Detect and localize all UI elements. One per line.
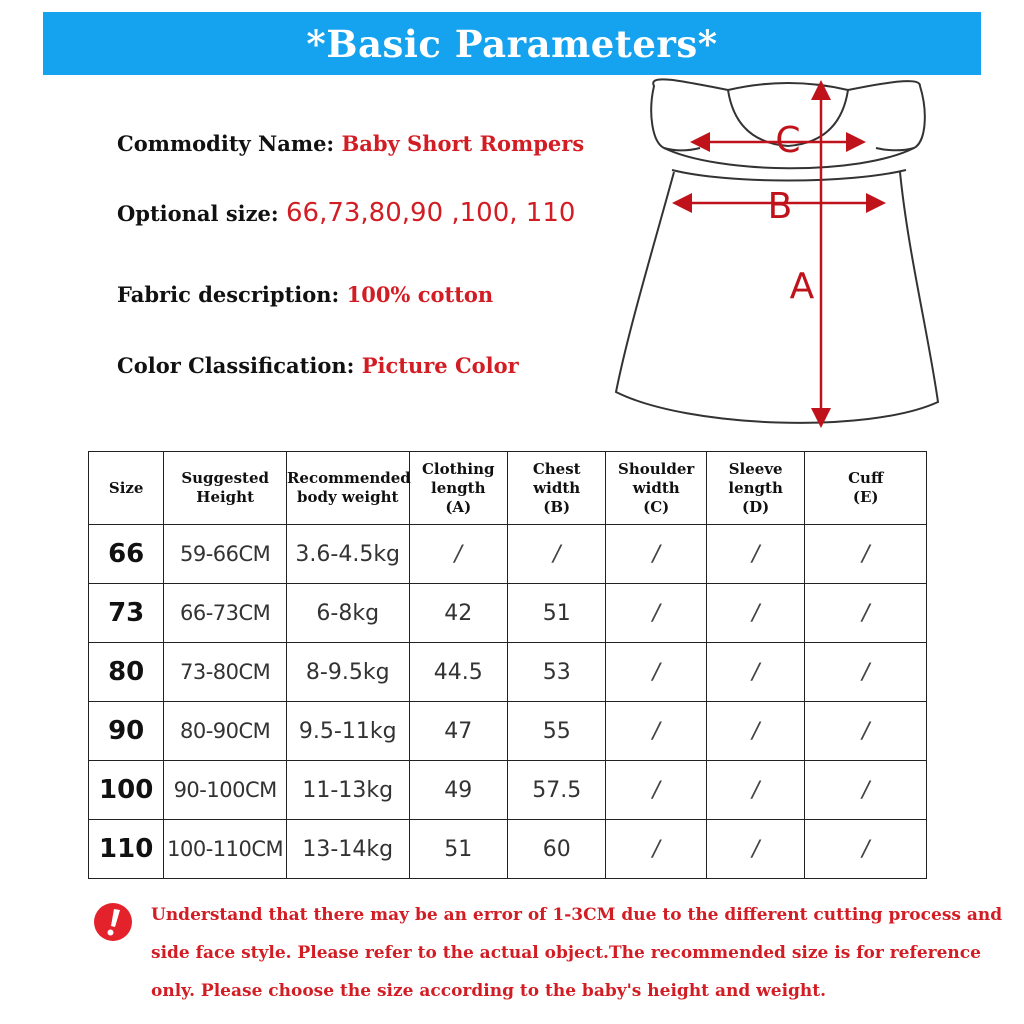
param-value: 66,73,80,90 ,100, 110 (285, 198, 576, 228)
table-row (89, 525, 927, 584)
table-cell: / (805, 643, 927, 702)
table-cell: 51 (409, 820, 507, 879)
table-cell: 6-8kg (286, 584, 409, 643)
label-c: C (775, 120, 801, 161)
table-cell: / (507, 525, 605, 584)
table-row (89, 820, 927, 879)
size-cell: 110 (89, 820, 164, 879)
param-color (117, 353, 519, 378)
table-header (89, 452, 927, 525)
param-value: Picture Color (361, 353, 519, 378)
table-cell: 3.6-4.5kg (286, 525, 409, 584)
table-cell: / (706, 761, 804, 820)
table-cell: / (706, 525, 804, 584)
table-cell: / (706, 702, 804, 761)
table-row (89, 702, 927, 761)
table-body (89, 525, 927, 879)
table-row (89, 761, 927, 820)
table-cell: 53 (507, 643, 605, 702)
table-cell: / (606, 584, 706, 643)
param-fabric (117, 282, 493, 307)
notice-line: only. Please choose the size according to the baby's height and weight. (151, 981, 827, 1001)
table-cell: / (606, 761, 706, 820)
table-cell: 100-110CM (164, 820, 287, 879)
table-cell: 11-13kg (286, 761, 409, 820)
table-cell: 55 (507, 702, 605, 761)
garment-diagram (608, 72, 948, 432)
size-cell: 80 (89, 643, 164, 702)
page-title: *Basic Parameters* (306, 21, 718, 66)
table-cell: 8-9.5kg (286, 643, 409, 702)
size-cell: 90 (89, 702, 164, 761)
param-label: Commodity Name: (117, 131, 335, 156)
label-a: A (789, 266, 815, 307)
table-cell: / (606, 643, 706, 702)
table-cell: / (805, 525, 927, 584)
param-label: Color Classification: (117, 353, 355, 378)
table-cell: 57.5 (507, 761, 605, 820)
table-cell: / (805, 761, 927, 820)
table-cell: 80-90CM (164, 702, 287, 761)
table-cell: 59-66CM (164, 525, 287, 584)
header-suggested-height: Suggested Height (164, 452, 287, 525)
size-table (88, 451, 927, 879)
label-b: B (767, 186, 793, 227)
param-label: Optional size: (117, 201, 279, 226)
header-size: Size (89, 452, 164, 525)
notice-line: Understand that there may be an error of 1-3CM due to the different cutting process and (151, 905, 1003, 925)
title-banner (43, 12, 981, 75)
size-cell: 66 (89, 525, 164, 584)
table-cell: / (409, 525, 507, 584)
table-cell: 60 (507, 820, 605, 879)
table-cell: 49 (409, 761, 507, 820)
table-cell: / (805, 702, 927, 761)
header-sleeve-length: Sleeve length (D) (706, 452, 804, 525)
table-row (89, 643, 927, 702)
table-cell: / (606, 525, 706, 584)
table-cell: 13-14kg (286, 820, 409, 879)
param-commodity-name (117, 131, 584, 156)
size-cell: 100 (89, 761, 164, 820)
table-cell: 47 (409, 702, 507, 761)
table-cell: / (706, 643, 804, 702)
notice-text (151, 896, 1003, 1010)
param-optional-size (117, 198, 575, 228)
table-cell: 66-73CM (164, 584, 287, 643)
table-cell: 51 (507, 584, 605, 643)
table-cell: / (606, 702, 706, 761)
table-cell: 9.5-11kg (286, 702, 409, 761)
table-cell: / (606, 820, 706, 879)
table-cell: / (706, 584, 804, 643)
table-cell: / (805, 584, 927, 643)
exclamation-icon (93, 902, 133, 942)
header-clothing-length: Clothing length (A) (409, 452, 507, 525)
table-cell: / (805, 820, 927, 879)
param-value: 100% cotton (346, 282, 494, 307)
header-chest-width: Chest width (B) (507, 452, 605, 525)
notice-line: side face style. Please refer to the actual object.The recommended size is for reference (151, 943, 981, 963)
header-body-weight: Recommended body weight (286, 452, 409, 525)
size-cell: 73 (89, 584, 164, 643)
param-label: Fabric description: (117, 282, 340, 307)
table-row (89, 584, 927, 643)
header-cuff: Cuff (E) (805, 452, 927, 525)
table-cell: 42 (409, 584, 507, 643)
table-cell: 44.5 (409, 643, 507, 702)
header-shoulder-width: Shoulder width (C) (606, 452, 706, 525)
table-cell: 90-100CM (164, 761, 287, 820)
param-value: Baby Short Rompers (341, 131, 585, 156)
table-cell: 73-80CM (164, 643, 287, 702)
table-cell: / (706, 820, 804, 879)
